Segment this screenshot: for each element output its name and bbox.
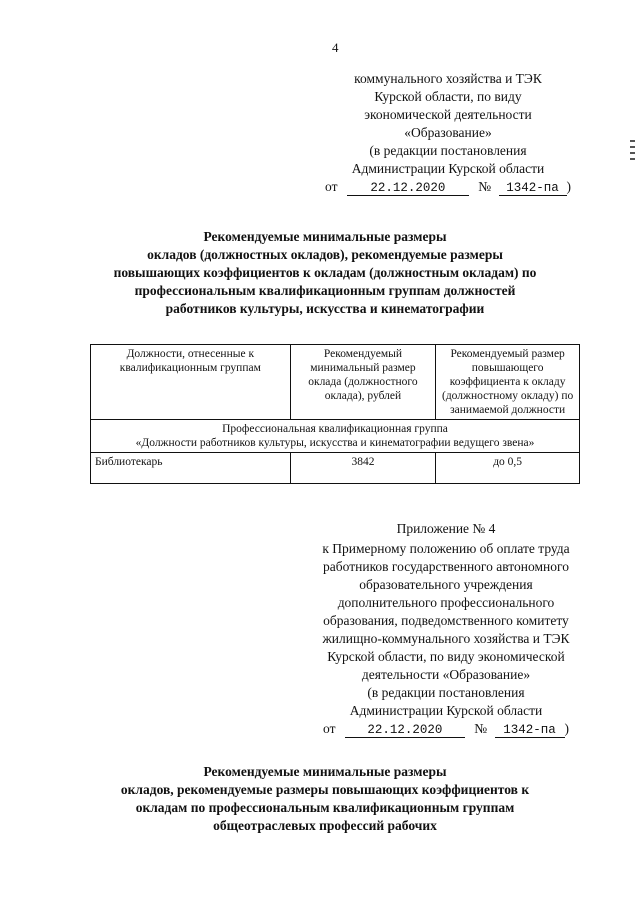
resolution-number: 1342-па (499, 181, 567, 196)
appendix-title: Приложение № 4 (396, 521, 496, 536)
coefficient-cell: до 0,5 (436, 453, 580, 484)
heading-line: окладов, рекомендуемые размеры повышающих коэффициентов к (120, 782, 530, 797)
resolution-number: 1342-па (495, 723, 565, 738)
date-number-line (318, 178, 578, 196)
heading-line: Рекомендуемые минимальные размеры (203, 229, 447, 244)
table-header-row (91, 345, 580, 420)
header-line: Администрации Курской области (349, 703, 543, 718)
header-line: деятельности «Образование» (361, 667, 531, 682)
header-positions: Должности, отнесенные к квалификационным группам (91, 345, 291, 420)
heading-line: окладам по профессиональным квалификационным группам (135, 800, 515, 815)
heading-line: окладов (должностных окладов), рекомендуемые размеры (147, 247, 503, 262)
page-number: 4 (332, 40, 339, 55)
header-line: Курской области, по виду (374, 89, 522, 104)
header-line: (в редакции постановления (369, 143, 527, 158)
group-cell (91, 420, 580, 453)
header-line: образования, подведомственного комитету (323, 613, 569, 628)
appendix-4-header (290, 520, 602, 738)
header-line: «Образование» (404, 125, 492, 140)
header-line: жилищно-коммунального хозяйства и ТЭК (322, 631, 570, 646)
appendix-header-continuation (318, 70, 578, 196)
from-label: от (323, 721, 336, 736)
header-line: дополнительного профессионального (337, 595, 555, 610)
resolution-date: 22.12.2020 (345, 723, 465, 738)
header-line: коммунального хозяйства и ТЭК (354, 71, 542, 86)
header-line: образовательного учреждения (359, 577, 533, 592)
closing-paren: ) (566, 179, 571, 194)
header-line: экономической деятельности (364, 107, 532, 122)
salary-table (90, 344, 580, 484)
section-heading (80, 763, 570, 835)
heading-line: повышающих коэффициентов к окладам (должностным окладам) по (113, 265, 537, 280)
header-line: к Примерному положению об оплате труда (322, 541, 570, 556)
heading-line: профессиональным квалификационным группам должностей (134, 283, 516, 298)
table-group-row (91, 420, 580, 453)
section-heading (90, 228, 560, 318)
salary-cell: 3842 (290, 453, 436, 484)
position-cell: Библиотекарь (91, 453, 291, 484)
header-line: работников государственного автономного (323, 559, 569, 574)
heading-line: работников культуры, искусства и кинематографии (165, 301, 485, 316)
heading-line: общеотраслевых профессий рабочих (213, 818, 437, 833)
header-line: Администрации Курской области (351, 161, 545, 176)
edge-mark (630, 140, 636, 170)
header-coefficient: Рекомендуемый размер повышающего коэффициента к окладу (должностному окладу) по занимаемой должности (436, 345, 580, 420)
closing-paren: ) (564, 721, 569, 736)
heading-line: Рекомендуемые минимальные размеры (203, 764, 447, 779)
group-name: «Должности работников культуры, искусства и кинематографии ведущего звена» (135, 437, 535, 449)
header-salary: Рекомендуемый минимальный размер оклада (должностного оклада), рублей (290, 345, 436, 420)
date-number-line (290, 720, 602, 738)
group-title: Профессиональная квалификационная группа (222, 423, 448, 435)
number-label: № (478, 179, 492, 194)
header-line: Курской области, по виду экономической (327, 649, 565, 664)
number-label: № (474, 721, 488, 736)
header-line: (в редакции постановления (367, 685, 525, 700)
from-label: от (325, 179, 338, 194)
table-row (91, 453, 580, 484)
resolution-date: 22.12.2020 (347, 181, 469, 196)
